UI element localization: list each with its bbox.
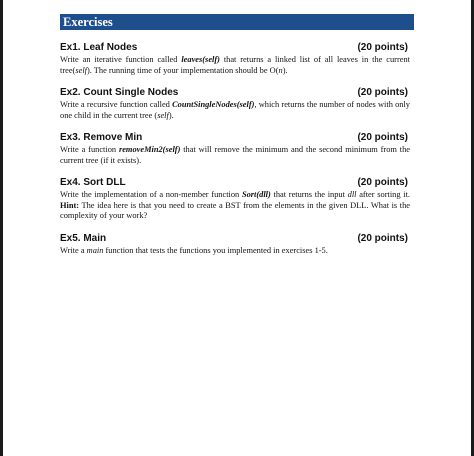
text-run: Write a recursive function called <box>60 100 173 109</box>
exercise-description <box>60 55 414 76</box>
text-run: Write a <box>60 245 87 255</box>
exercise-2 <box>60 87 414 121</box>
text-run: Write the implementation of a non-member function <box>60 190 242 199</box>
exercise-description <box>60 145 414 166</box>
text-run: n <box>278 65 283 75</box>
left-border <box>0 0 3 456</box>
exercise-1 <box>60 42 414 76</box>
exercise-description <box>60 190 414 222</box>
text-run: that returns the input <box>270 190 348 199</box>
text-run: that returns a linked list of all leaves in the current tree( <box>60 55 410 75</box>
text-run: Sort(dll) <box>241 190 271 199</box>
exercise-description <box>60 100 414 121</box>
exercise-points: (20 points) <box>357 232 408 244</box>
exercise-points: (20 points) <box>357 42 408 53</box>
text-run: function that tests the functions you implemented in exercises 1-5. <box>103 245 328 255</box>
text-run: Hint: <box>60 200 80 210</box>
exercise-3 <box>60 132 414 166</box>
text-run: that will remove the minimum and the second minimum from the current tree (if it exists). <box>60 145 411 165</box>
text-run: The idea here is that you need to create a BST from the elements in the given DLL. What is the complexity of your work? <box>60 200 410 220</box>
exercise-points: (20 points) <box>357 87 408 98</box>
text-run: leaves(self) <box>181 55 220 64</box>
exercise-title: Ex1. Leaf Nodes <box>60 42 138 53</box>
text-run: removeMin2(self) <box>118 145 181 154</box>
text-run: dll <box>347 190 357 199</box>
text-run: , which returns the number of nodes with only one child in the current tree ( <box>60 100 410 120</box>
exercise-5 <box>60 233 414 257</box>
section-banner: Exercises <box>60 14 414 30</box>
exercise-title: Ex5. Main <box>60 232 107 244</box>
text-run: after sorting it. <box>356 190 411 199</box>
text-run: self <box>75 65 87 75</box>
exercise-points: (20 points) <box>357 177 408 188</box>
exercise-title: Ex4. Sort DLL <box>60 177 126 188</box>
exercise-title: Ex3. Remove Min <box>60 132 143 143</box>
document-page <box>60 14 414 256</box>
text-run: main <box>86 245 104 255</box>
exercise-description <box>60 246 414 257</box>
text-run: ). <box>168 110 174 120</box>
exercise-4 <box>60 177 414 222</box>
text-run: Write an iterative function called <box>60 55 182 64</box>
exercise-points: (20 points) <box>357 132 408 143</box>
text-run: Write a function <box>60 145 119 154</box>
text-run: ). <box>282 65 288 75</box>
text-run: self <box>157 110 169 120</box>
text-run: ). The running time of your implementation should be O( <box>86 65 279 75</box>
text-run: CountSingleNodes(self) <box>172 100 255 109</box>
exercise-title: Ex2. Count Single Nodes <box>60 87 179 98</box>
